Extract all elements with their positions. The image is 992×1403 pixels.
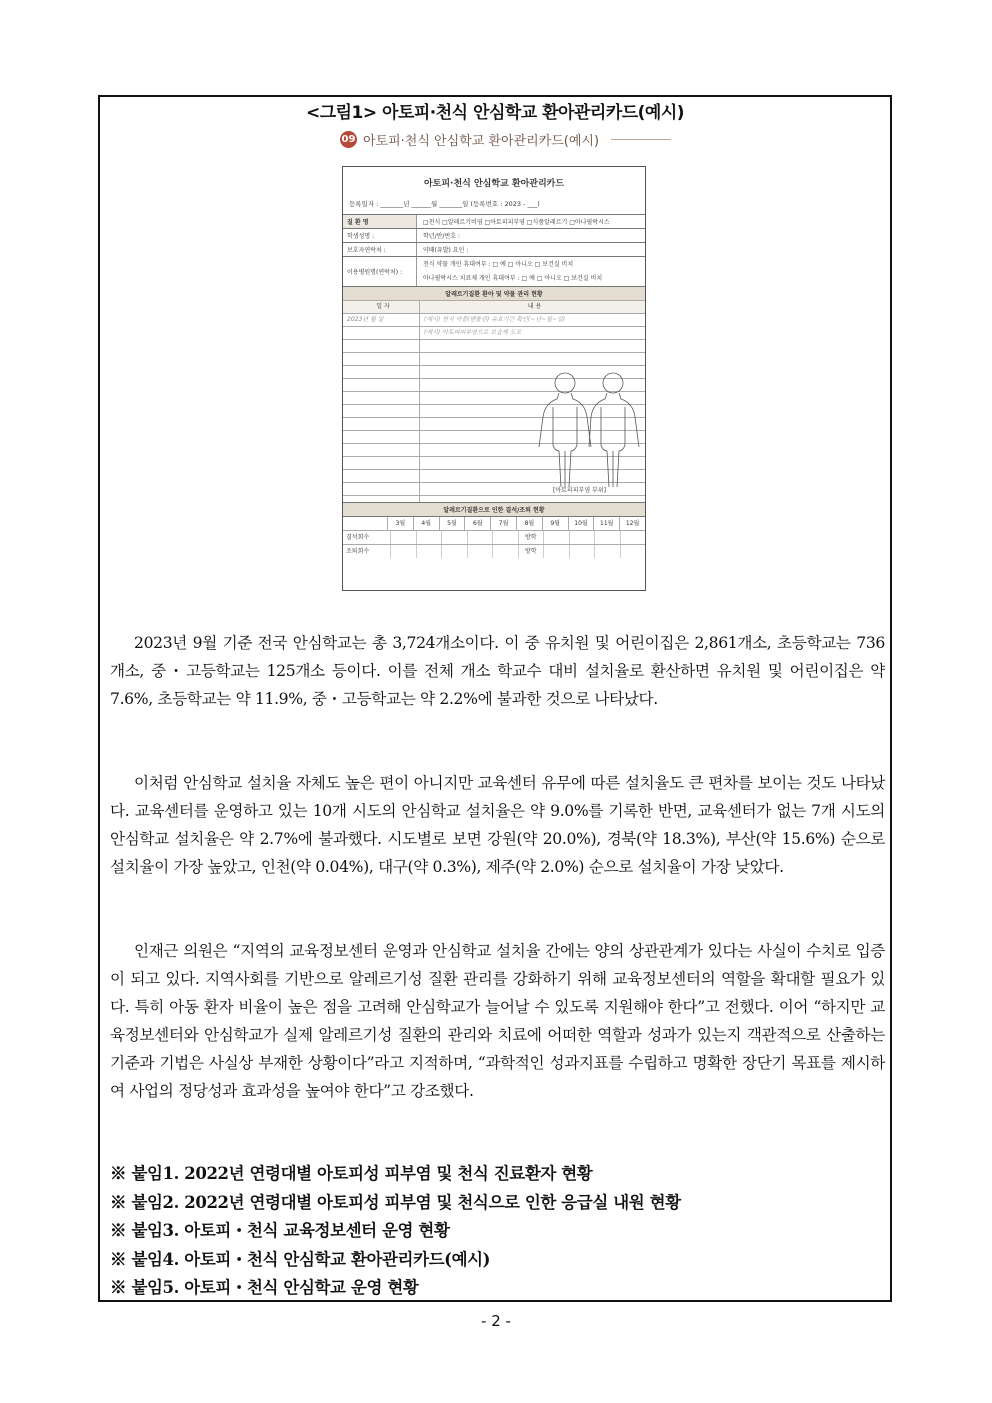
attachment-item: ※ 붙임4. 아토피・천식 안심학교 환아관리카드(예시) [110, 1249, 491, 1269]
month-cell: 5월 [439, 517, 465, 530]
card-label-student: 학생성명 : [343, 229, 417, 242]
card-label-disease: 질 환 명 [343, 215, 417, 228]
month-cell: 7월 [490, 517, 516, 530]
card-col-content: 내 용 [527, 303, 542, 310]
card-value-hospital [417, 258, 602, 286]
figure-subtitle-text: 아토피·천식 안심학교 환아관리카드(예시) [363, 133, 600, 149]
card-registration-line: 등록일자 : _______년 ______월 _______일 (등록번호 : 2023 - ___) [349, 200, 540, 208]
card-hospital-line1: 천식 약물 개인 휴대여부 : □ 예 □ 아니오 □ 보건실 비치 [423, 260, 574, 268]
card-row-student [343, 228, 645, 242]
card-example-row-1 [343, 313, 645, 326]
month-cell: 8월 [516, 517, 542, 530]
card-title: 아토피·천식 안심학교 환아관리카드 [423, 179, 565, 189]
attachment-list [110, 1160, 880, 1303]
card-months-row [343, 516, 645, 530]
card-row-hospital [343, 256, 645, 286]
attachment-item: ※ 붙임3. 아토피・천식 교육정보센터 운영 현황 [110, 1221, 450, 1240]
card-col-date: 일 자 [343, 301, 420, 313]
month-cell: 9월 [542, 517, 568, 530]
card-header-row [343, 300, 645, 313]
card-value-guardian: 약때(유발) 요인 : [423, 247, 469, 254]
month-cell [343, 517, 387, 530]
card-label-hospital: 이용병원명(연락처) : [343, 257, 417, 286]
card-hospital-line2: 아나필락시스 치료제 개인 휴대여부 : □ 예 □ 아니오 □ 보건실 비치 [423, 274, 603, 282]
paragraph-1 [110, 629, 885, 713]
card-example-2: (예시) 아토피피부염으로 보습제 도포 [424, 329, 522, 336]
card-example-date: 2023년 월 일 [343, 314, 420, 326]
subtitle-rule [611, 139, 671, 140]
card-value-student: 학년/반/번호 : [423, 233, 460, 240]
card-example-1: (예시) 천식 약물(벤툴린) 유효기간 확인(~년~월~일) [424, 316, 566, 323]
month-cell: 10월 [568, 517, 594, 530]
section-number-badge: 09 [340, 131, 357, 148]
card-section-medication: 알레르기질환 환아 및 약물 관리 현황 [343, 286, 645, 300]
content-frame [98, 95, 892, 1302]
attachment-item: ※ 붙임1. 2022년 연령대별 아토피성 피부염 및 천식 진료환자 현황 [110, 1164, 593, 1183]
paragraph-2 [110, 769, 885, 881]
paragraph-text: 이처럼 안심학교 설치율 자체도 높은 편이 아니지만 교육센터 유무에 따른 설치율도 큰 편차를 보이는 것도 나타났다. 교육센터를 운영하고 있는 10개 시도의 안심학교 설치율은 약 9.0%를 기록한 반면, 교육센터가 없는 7개 시도의 안심학교 설치율은 약 2.7%에 불과했다. 시도별로 보면 강원(약 20.0%), 경북(약 18.3%), 부산(약 15.6%) 순으로 설치율이 가장 높았고, 인천(약 0.04%), 대구(약 0.3%), 제주(약 2.0%) 순으로 설치율이 가장 낮았다. [110, 774, 885, 876]
body-diagram-icon [535, 367, 645, 492]
card-section-absence: 알레르기질환으로 인한 결석/조퇴 현황 [343, 502, 645, 516]
month-cell: 4월 [413, 517, 439, 530]
attachment-item: ※ 붙임5. 아토피・천식 안심학교 운영 현황 [110, 1278, 419, 1297]
paragraph-text: 2023년 9월 기준 전국 안심학교는 총 3,724개소이다. 이 중 유치원 및 어린이집은 2,861개소, 초등학교는 736개소, 중・고등학교는 125개소 등이다. 이를 전체 개소 학교수 대비 설치율로 환산하면 유치원 및 어린이집은 약 7.6%, 초등학교는 약 11.9%, 중・고등학교는 약 2.2%에 불과한 것으로 나타났다. [110, 634, 885, 708]
paragraph-text: 인재근 의원은 “지역의 교육정보센터 운영과 안심학교 설치율 간에는 양의 상관관계가 있다는 사실이 수치로 입증이 되고 있다. 지역사회를 기반으로 알레르기성 질환 관리를 강화하기 위해 교육정보센터의 역할을 확대할 필요가 있다. 특히 아동 환자 비율이 높은 점을 고려해 안심학교가 늘어날 수 있도록 지원해야 한다”고 전했다. 이어 “하지만 교육정보센터와 안심학교가 실제 알레르기성 질환의 관리와 치료에 어떠한 역할과 성과가 있는지 객관적으로 산출하는 기준과 기법은 사실상 부재한 상황이다”라고 지적하며, “과학적인 성과지표를 수립하고 명확한 장단기 목표를 제시하여 사업의 정당성과 효과성을 높여야 한다”고 강조했다. [110, 942, 885, 1100]
vacation-cell: 방학 [518, 545, 544, 558]
month-cell: 11월 [593, 517, 619, 530]
card-row-guardian [343, 242, 645, 256]
month-cell: 6월 [464, 517, 490, 530]
vacation-cell: 방학 [518, 531, 544, 544]
card-value-disease: □천식 □알레르기비염 □아토피피부염 □식품알레르기 □아나필락시스 [423, 219, 610, 226]
month-cell: 12월 [619, 517, 645, 530]
early-leave-label: 조퇴회수 [346, 548, 370, 555]
card-example-row-2 [343, 326, 645, 339]
card-row-disease [343, 214, 645, 228]
card-label-guardian: 보호자연락처 : [343, 243, 417, 256]
body-diagram-label: [아토피피부염 부위] [553, 487, 606, 494]
page-number: - 2 - [481, 1312, 511, 1330]
attachment-item: ※ 붙임2. 2022년 연령대별 아토피성 피부염 및 천식으로 인한 응급실 내원 현황 [110, 1192, 681, 1212]
card-empty-row [343, 339, 645, 352]
patient-management-card [342, 166, 646, 591]
month-cell: 3월 [387, 517, 413, 530]
paragraph-3 [110, 937, 885, 1105]
card-absence-row [343, 530, 645, 544]
figure-caption: <그림1> 아토피·천식 안심학교 환아관리카드(예시) [305, 103, 685, 123]
figure-subtitle [340, 127, 671, 151]
card-empty-row [343, 352, 645, 365]
card-early-leave-row [343, 544, 645, 558]
absence-label: 결석회수 [346, 534, 370, 541]
